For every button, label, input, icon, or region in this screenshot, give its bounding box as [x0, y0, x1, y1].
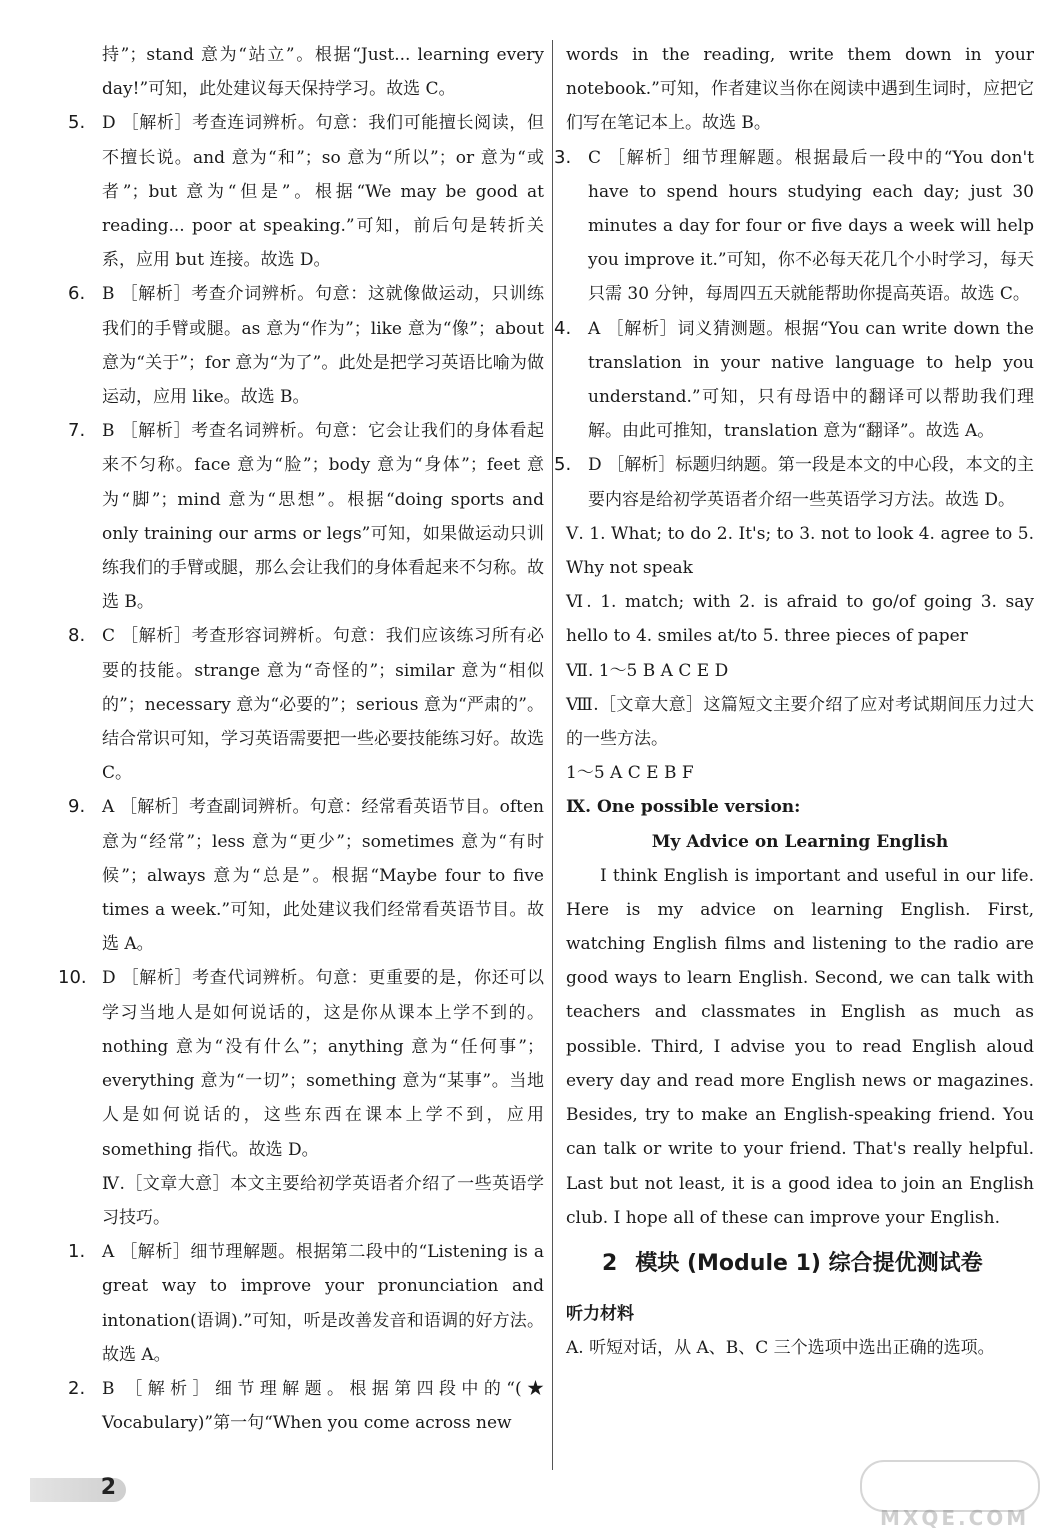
answer-item — [554, 141, 1034, 312]
item-text: D ［解析］考查代词辨析。句意：更重要的是，你还可以学习当地人是如何说话的，这是你从课本上学不到的。nothing 意为“没有什么”；anything 意为“任何事”；everything 意为“一切”；something 意为“某事”。当地人是如何说话的，这些东西在课本上学不到，应用 something 指代。故选 D。 — [102, 968, 544, 1160]
item-number: 5. — [68, 112, 86, 134]
chapter-title: 模块 (Module 1) 综合提优测试卷 — [635, 1250, 983, 1276]
answer-item — [68, 1372, 544, 1440]
watermark — [860, 1460, 1036, 1530]
essay-body: I think English is important and useful in our life. Here is my advice on learning English. First, watching English films and listening to the radio are good ways to learn English. Second, we can talk with teachers and classmates in English as much as possible. Third, I advise you to read English aloud every day and read more English news or magazines. Besides, try to make an English-speaking friend. You can talk or write to your friend. That's really helpful. Last but not least, it is a good idea to join an English club. I hope all of these can improve your English. — [566, 865, 1034, 1228]
answer-continuation: 持”；stand 意为“站立”。根据“Just... learning every day!”可知，此处建议每天保持学习。故选 C。 — [102, 45, 544, 100]
section-4-summary: Ⅳ.［文章大意］本文主要给初学英语者介绍了一些英语学习技巧。 — [102, 1173, 544, 1228]
chapter-number: 2 — [602, 1250, 618, 1276]
item-number: 9. — [68, 796, 86, 818]
answer-list — [58, 106, 544, 1166]
watermark-logo — [860, 1460, 1040, 1512]
item-number: 7. — [68, 420, 86, 442]
item-text: B ［解析］细节理解题。根据第四段中的“(★ Vocabulary)”第一句“When you come across new — [102, 1378, 544, 1434]
page-number: 2 — [100, 1475, 116, 1500]
chapter-heading — [602, 1249, 1034, 1279]
item-text: B ［解析］考查名词辨析。句意：它会让我们的身体看起来不匀称。face 意为“脸”；body 意为“身体”；feet 意为“脚”；mind 意为“思想”。根据“doing sports and only training our arms or legs”可知，如果做运动只训练我们的手臂或腿，那么会让我们的身体看起来不匀称。故选 B。 — [102, 421, 544, 613]
answer-item — [68, 1235, 544, 1372]
item-text: A ［解析］细节理解题。根据第二段中的“Listening is a great way to improve your pronunciation and intonation(语调).”可知，听是改善发音和语调的好方法。故选 A。 — [102, 1242, 544, 1365]
answer-item — [68, 106, 544, 277]
item-text: A ［解析］考查副词辨析。句意：经常看英语节目。often 意为“经常”；less 意为“更少”；sometimes 意为“有时候”；always 意为“总是”。根据“Maybe four to five times a week.”可知，此处建议我们经常看英语节目。故选 A。 — [102, 797, 544, 955]
answer-item — [68, 790, 544, 961]
section-8-answers: 1～5 A C E B F — [566, 763, 694, 784]
answer-item — [554, 448, 1034, 516]
item-number: 8. — [68, 625, 86, 647]
item-text: C ［解析］细节理解题。根据最后一段中的“You don't have to spend hours studying each day; just 30 minutes a day for four or five days a week will help you improve it.”可知，你不必每天花几个小时学习，每天只需 30 分钟，每周四五天就能帮助你提高英语。故选 C。 — [588, 147, 1034, 305]
watermark-text: MXQE.COM — [880, 1506, 1030, 1530]
section-5-answers: Ⅴ. 1. What; to do 2. It's; to 3. not to look 4. agree to 5. Why not speak — [566, 523, 1034, 579]
left-column — [58, 38, 544, 1440]
item-number: 6. — [68, 283, 86, 305]
answer-item — [68, 277, 544, 414]
item-number: 4. — [554, 317, 572, 339]
reading-answer-list — [554, 141, 1034, 517]
essay-title: My Advice on Learning English — [651, 831, 949, 852]
listening-instruction: A. 听短对话，从 A、B、C 三个选项中选出正确的选项。 — [566, 1337, 995, 1358]
section-9-label: Ⅸ. One possible version: — [566, 797, 801, 818]
item-text: D ［解析］考查连词辨析。句意：我们可能擅长阅读，但不擅长说。and 意为“和”；so 意为“所以”；or 意为“或者”；but 意为“但是”。根据“We may be good at reading... poor at speaking.”可知，前后句是转折关系，应用 but 连接。故选 D。 — [102, 113, 544, 271]
item-text: A ［解析］词义猜测题。根据“You can write down the translation in your native language to help you understand.”可知，只有母语中的翻译可以帮助我们理解。由此可推知，translation 意为“翻译”。故选 A。 — [588, 318, 1034, 442]
answer-item — [68, 619, 544, 790]
item-number: 1. — [68, 1241, 86, 1263]
item-text: C ［解析］考查形容词辨析。句意：我们应该练习所有必要的技能。strange 意为“奇怪的”；similar 意为“相似的”；necessary 意为“必要的”；serious 意为“严肃的”。结合常识可知，学习英语需要把一些必要技能练习好。故选 C。 — [102, 626, 544, 784]
section-8-summary: Ⅷ.［文章大意］这篇短文主要介绍了应对考试期间压力过大的一些方法。 — [566, 694, 1034, 750]
column-divider — [552, 40, 553, 1470]
answer-continuation: words in the reading, write them down in your notebook.”可知，作者建议当你在阅读中遇到生词时，应把它们写在笔记本上。故选 B。 — [566, 45, 1034, 134]
item-number: 2. — [68, 1377, 86, 1399]
item-text: B ［解析］考查介词辨析。句意：这就像做运动，只训练我们的手臂或腿。as 意为“作为”；like 意为“像”；about 意为“关于”；for 意为“为了”。此处是把学习英语比喻为做运动，应用 like。故选 B。 — [102, 284, 544, 408]
listening-heading: 听力材料 — [566, 1303, 634, 1324]
right-column — [554, 38, 1034, 1365]
answer-item — [58, 961, 544, 1166]
reading-answer-list — [68, 1235, 544, 1440]
section-6-answers: Ⅵ. 1. match; with 2. is afraid to go/of going 3. say hello to 4. smiles at/to 5. three pieces of paper — [566, 592, 1034, 647]
item-number: 10. — [58, 967, 87, 989]
answer-item — [68, 414, 544, 619]
item-text: D ［解析］标题归纳题。第一段是本文的中心段，本文的主要内容是给初学英语者介绍一些英语学习方法。故选 D。 — [588, 455, 1034, 510]
section-7-answers: Ⅶ. 1～5 B A C E D — [566, 660, 729, 681]
answer-item — [554, 312, 1034, 449]
item-number: 3. — [554, 146, 572, 168]
page-number-badge — [30, 1475, 126, 1502]
item-number: 5. — [554, 454, 572, 476]
